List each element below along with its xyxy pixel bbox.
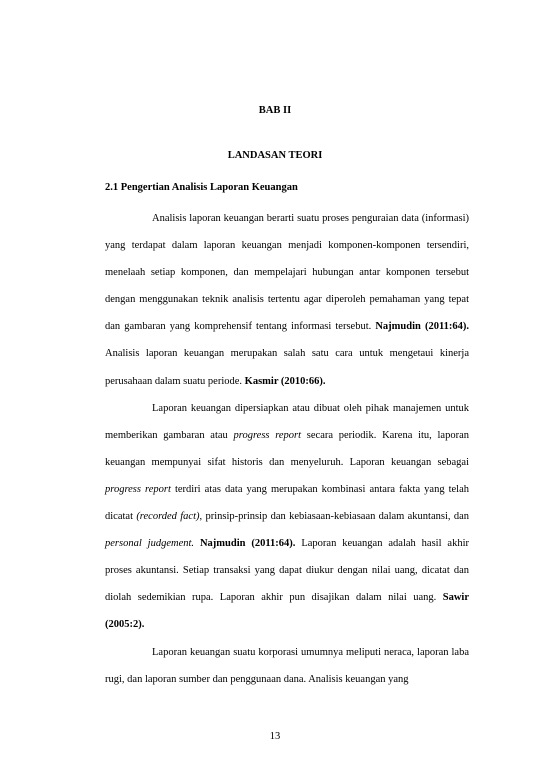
italic-term: personal judgement. [105,538,195,550]
paragraph-text: , prinsip-prinsip dan kebiasaan-kebiasaan dalam akuntansi, dan [199,511,469,523]
paragraph-text: Laporan keuangan suatu korporasi umumnya meliputi neraca, laporan laba rugi, dan laporan sumber dan penggunaan dana. Analisis keuangan yang [105,646,469,685]
page-number: 13 [269,731,281,742]
paragraph-1 [105,205,469,395]
italic-term: progress report [233,429,302,441]
paragraph-text: Laporan keuangan adalah hasil akhir proses akuntansi. Setiap transaksi yang dapat diukur dengan nilai uang, dicatat dan diolah sedemikian rupa. Laporan akhir pun disajikan dalam nilai uang. [105,538,470,604]
paragraph-text: secara periodik. Karena itu, laporan keuangan mempunyai sifat historis dan menyeluruh. Laporan keuangan sebagai [105,429,469,468]
italic-term: progress report [105,483,171,495]
paragraph-text: Analisis laporan keuangan berarti suatu proses penguraian data (informasi) yang terdapat dalam laporan keuangan menjadi komponen-komponen tersendiri, menelaah setiap komponen, dan mempelajari hubungan antar komponen tersebut dengan menggunakan teknik analisis tertentu agar diperoleh pemahaman yang tepat dan gambaran yang komprehensif tentang informasi tersebut. [105,213,469,333]
paragraph-3 [105,639,469,693]
body-text [105,205,469,693]
citation: Kasmir (2010:66). [244,375,326,387]
citation: Najmudin (2011:64). [375,321,469,333]
citation: Najmudin (2011:64). [199,538,296,550]
paragraph-text: Laporan keuangan dipersiapkan atau dibuat oleh pihak manajemen untuk memberikan gambaran atau [105,402,469,441]
citation: Sawir (2005:2). [105,592,469,631]
section-heading: 2.1 Pengertian Analisis Laporan Keuangan [105,182,298,193]
italic-term: (recorded fact) [136,511,200,523]
chapter-title: LANDASAN TEORI [227,150,323,161]
paragraph-text: Analisis laporan keuangan merupakan salah satu cara untuk mengetaui kinerja perusahaan dalam suatu periode. [105,348,469,387]
paragraph-2 [105,395,469,639]
paragraph-text: terdiri atas data yang merupakan kombinasi antara fakta yang telah dicatat [105,483,470,523]
chapter-label: BAB II [258,105,292,116]
